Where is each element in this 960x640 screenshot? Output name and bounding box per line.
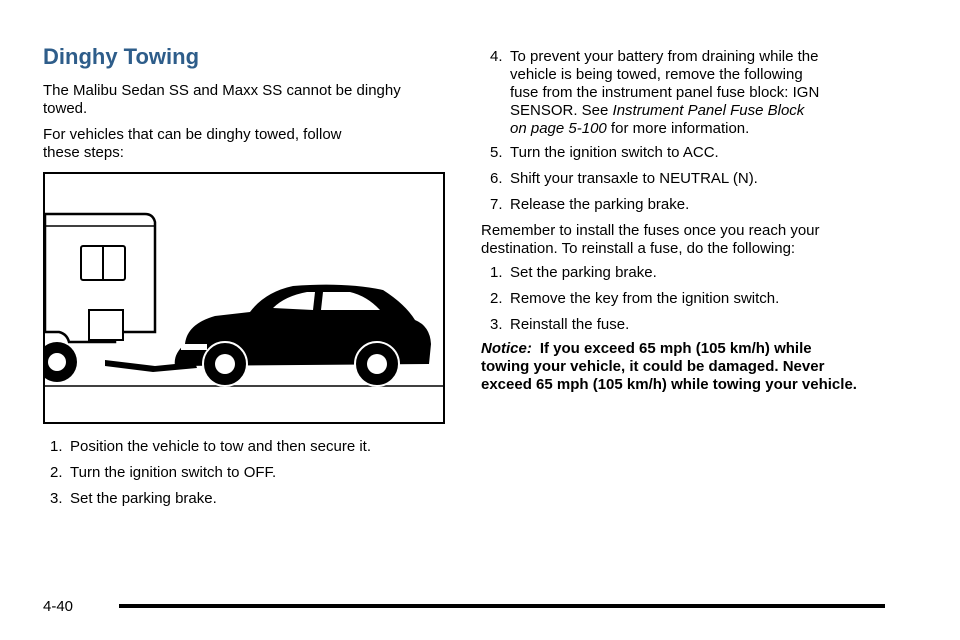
step-text: [510, 48, 819, 138]
sedan-front-hubcap: [215, 354, 235, 374]
cross-reference-page[interactable]: on page 5-100: [510, 120, 607, 137]
step-number: 7.: [490, 196, 503, 213]
page-number: 4-40: [43, 598, 74, 615]
list-item: [490, 290, 779, 308]
rv-towing-car-diagram: [45, 174, 443, 422]
step4-line-2: vehicle is being towed, remove the following: [510, 66, 803, 83]
list-item: [50, 464, 276, 482]
intro-paragraph-1: The Malibu Sedan SS and Maxx SS cannot be dinghy towed.: [43, 82, 401, 117]
cross-reference-link[interactable]: Instrument Panel Fuse Block: [612, 102, 805, 119]
list-item: [490, 316, 629, 334]
sedan-rear-hubcap: [367, 354, 387, 374]
step4-line-4: SENSOR. See: [510, 102, 613, 119]
sedan-grille: [181, 344, 207, 350]
step-number: 3.: [50, 490, 63, 507]
step-number: 2.: [50, 464, 63, 481]
list-item: [490, 264, 657, 282]
step-text: Set the parking brake.: [70, 490, 217, 507]
step-text: Reinstall the fuse.: [510, 316, 630, 333]
step4-line-5: for more information.: [606, 120, 750, 137]
step-text: Turn the ignition switch to ACC.: [510, 144, 719, 161]
notice-box: [481, 340, 861, 394]
notice-label: Notice:: [481, 340, 532, 357]
step-text: Remove the key from the ignition switch.: [510, 290, 780, 307]
motorhome-hubcap: [48, 353, 66, 371]
step-text: Release the parking brake.: [510, 196, 690, 213]
list-item: [50, 490, 217, 508]
step-number: 4.: [490, 48, 503, 65]
notice-text: If you exceed 65 mph (105 km/h) while towing your vehicle, it could be damaged. Never exceed 65 mph (105 km/h) while towing your vehicle.: [481, 340, 857, 393]
reinstall-paragraph: Remember to install the fuses once you reach your destination. To reinstall a fuse, do the following:: [481, 222, 820, 257]
step-text: Position the vehicle to tow and then secure it.: [70, 438, 372, 455]
list-item: [490, 170, 758, 188]
step-number: 1.: [490, 264, 503, 281]
list-item-step-4: [490, 48, 870, 138]
step4-line-1: To prevent your battery from draining while the: [510, 48, 819, 65]
step4-line-3: fuse from the instrument panel fuse block: IGN: [510, 84, 820, 101]
step-number: 5.: [490, 144, 503, 161]
step-text: Turn the ignition switch to OFF.: [70, 464, 277, 481]
step-number: 3.: [490, 316, 503, 333]
step-number: 6.: [490, 170, 503, 187]
list-item: [490, 144, 719, 162]
footer-rule: [119, 604, 885, 608]
intro-paragraph-2: For vehicles that can be dinghy towed, follow these steps:: [43, 126, 342, 161]
step-number: 1.: [50, 438, 63, 455]
step-number: 2.: [490, 290, 503, 307]
motorhome-storage-panel: [89, 310, 123, 340]
list-item: [490, 196, 689, 214]
list-item: [50, 438, 371, 456]
step-text: Set the parking brake.: [510, 264, 657, 281]
towing-illustration: [43, 172, 445, 424]
section-heading: Dinghy Towing: [43, 44, 200, 69]
step-text: Shift your transaxle to NEUTRAL (N).: [510, 170, 758, 187]
